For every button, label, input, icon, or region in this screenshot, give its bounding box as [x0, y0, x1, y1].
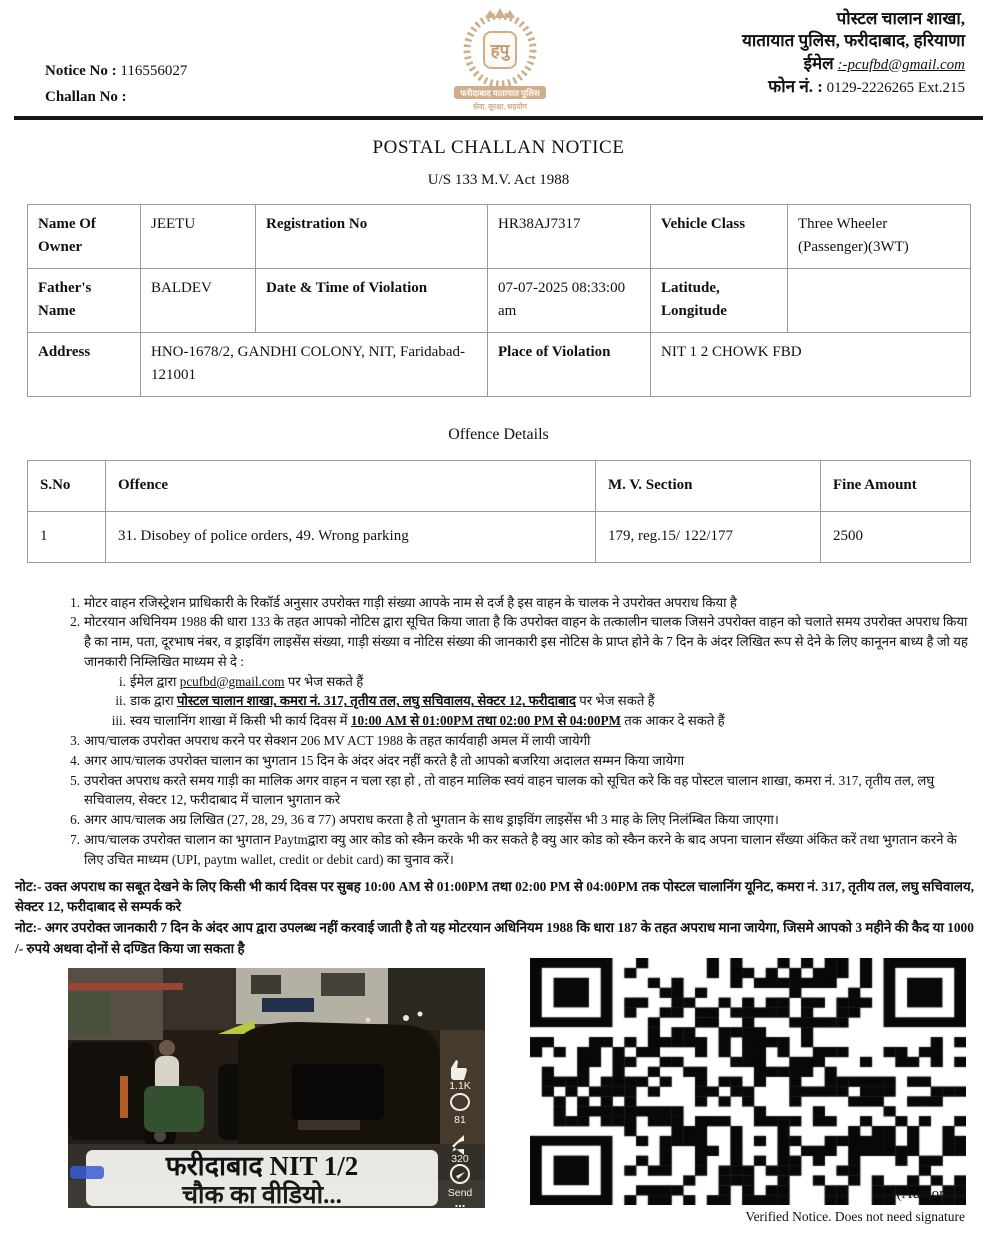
header-divider: [14, 116, 983, 120]
item-text: अगर आप/चालक अग्र लिखित (27, 28, 29, 36 व 77) अपराध करता है तो भुगतान के साथ ड्राइविंग लाइसेंस भी 3 माह के लिए निलंम्बित किया जाएगा।: [84, 812, 779, 828]
note-penalty: नोट:- अगर उपरोक्त जानकारी 7 दिन के अंदर आप द्वारा उपलब्ध नहीं करवाई जाती है तो यह मोटरयान अधिनियम 1988 कि धारा 187 के तहत अपराध माना जायेगा, जिसमे आपको 3 महीने की कैद या 1000 /- रुपये अथवा दोनों से दण्डित किया जा सकता है: [15, 920, 974, 956]
page-title: POSTAL CHALLAN NOTICE: [372, 137, 625, 158]
evidence-section: [68, 968, 997, 1208]
item-number: 2.: [70, 614, 80, 630]
like-count: 1.1K: [449, 1079, 471, 1092]
item-number: 1.: [70, 594, 80, 610]
svg-text:फरीदाबाद यातायात पुलिस: फरीदाबाद यातायात पुलिस: [460, 88, 540, 98]
col-offence: Offence: [106, 460, 596, 511]
email-value: :-pcufbd@gmail.com: [837, 56, 965, 73]
violation-place-label: Place of Violation: [488, 333, 651, 397]
notice-no-line: [45, 58, 187, 84]
vehicle-class-label: Vehicle Class: [651, 205, 788, 269]
owner-details-table: [27, 204, 971, 397]
violation-datetime-label: Date & Time of Violation: [256, 269, 488, 333]
list-item: [46, 810, 977, 830]
badge-overlay: [70, 1166, 104, 1179]
instructions-list: [46, 593, 977, 870]
father-name-label: Father's Name: [28, 269, 141, 333]
item-number: i.: [119, 673, 126, 689]
list-item: [46, 751, 977, 771]
list-item: [46, 612, 977, 671]
owner-name-label: Name Of Owner: [28, 205, 141, 269]
table-row: [28, 511, 971, 562]
police-emblem-logo: [441, 6, 559, 114]
list-item: [46, 830, 977, 870]
item-text: आप/चालक उपरोक्त अपराध करने पर सेक्शन 206 MV ACT 1988 के तहत कार्यवाही अमल में लायी जायेगी: [84, 733, 591, 749]
phone-line: [742, 76, 965, 99]
notice-no-value: 116556027: [120, 63, 188, 79]
challan-no-line: [45, 84, 187, 110]
svg-text:हपु: हपु: [490, 41, 510, 60]
violation-place-value: NIT 1 2 CHOWK FBD: [651, 333, 971, 397]
item-text: मोटरयान अधिनियम 1988 की धारा 133 के तहत आपको नोटिस द्वारा सूचित किया जाता है कि उपरोक्त वाहन के तत्कालीन चालक जिसने उपरोक्त वाहन को चलाते समय उपरोक्त अपराध किया है का नाम, पता, दूरभाष नंबर, व ड्राइविंग लाइसेंस संख्या, गाड़ी संख्या व नोटिस संख्या की जानकारी इस नोटिस के प्राप्त होने के 7 दिन के अंदर लिखित रूप से देने के लिए कानूनन बाध्य है जो यह जानकारी निम्लिखित माध्यम से दे :: [84, 614, 968, 669]
col-sno: S.No: [28, 460, 106, 511]
violation-datetime-value: 07-07-2025 08:33:00 am: [488, 269, 651, 333]
offence-cell: 31. Disobey of police orders, 49. Wrong parking: [106, 511, 596, 562]
item-text: स्वय चालानिंग शाखा में किसी भी कार्य दिवस में 10:00 AM से 01:00PM तथा 02:00 PM से 04:00PM तक आकर दे सकते हैं: [130, 713, 725, 729]
list-item: [46, 691, 977, 711]
violation-photo-image: [68, 968, 485, 1208]
vehicle-class-value: Three Wheeler (Passenger)(3WT): [788, 205, 971, 269]
list-item: [46, 593, 977, 613]
item-text: ईमेल द्वारा pcufbd@gmail.com पर भेज सकते हैं: [130, 673, 364, 689]
sno-cell: 1: [28, 511, 106, 562]
note-proof: नोट:- उक्त अपराध का सबूत देखने के लिए किसी भी कार्य दिवस पर सुबह 10:00 AM से 01:00PM तथा 02:00 PM से 04:00PM तक पोस्टल चालानिंग यूनिट, कमरा नं. 317, तृतीय तल, लघु सचिवालय, सेक्टर 12, फरीदाबाद से सम्पर्क करे: [15, 878, 975, 915]
registration-value: HR38AJ7317: [488, 205, 651, 269]
phone-label: फोन नं. :: [768, 76, 823, 96]
item-text: उपरोक्त अपराध करते समय गाड़ी का मालिक अगर वाहन न चला रहा हो , तो वाहन मालिक स्वयं वाहन चालक को सूचित करे कि वह पोस्टल चालान शाखा, कमरा नं. 317, तृतीय तल, लघु सचिवालय, सेक्टर 12, फरीदाबाद में चालान भुगतान करे: [84, 772, 935, 808]
list-item: [46, 771, 977, 811]
photo-caption-line2: चौक का वीडियो...: [182, 1181, 342, 1208]
list-item: [46, 672, 977, 692]
photo-caption-line1: फरीदाबाद NIT 1/2: [165, 1150, 359, 1181]
fine-amount-cell: 2500: [821, 511, 971, 562]
svg-text:सेवा, सुरक्षा, सहयोग: सेवा, सुरक्षा, सहयोग: [473, 102, 527, 111]
department-line: यातायात पुलिस, फरीदाबाद, हरियाणा: [741, 31, 965, 51]
item-number: 4.: [70, 752, 80, 768]
mv-section-cell: 179, reg.15/ 122/177: [596, 511, 821, 562]
item-number: 5.: [70, 772, 80, 788]
item-text: अगर आप/चालक उपरोक्त चालान का भुगतान 15 दिन के अंदर अंदर नहीं करते है तो आपको बजरिया अदालत सम्मन किया जायेगा: [84, 752, 685, 768]
violation-photo: [68, 968, 485, 1208]
latlong-value: [788, 269, 971, 333]
notice-numbers: [45, 58, 187, 111]
verified-note: Verified Notice. Does not need signature: [745, 1209, 965, 1224]
challan-no-label: Challan No :: [45, 89, 127, 106]
list-item: [46, 731, 977, 751]
owner-name-value: JEETU: [141, 205, 256, 269]
email-label: ईमेल: [803, 53, 834, 73]
address-value: HNO-1678/2, GANDHI COLONY, NIT, Faridabad-121001: [141, 333, 488, 397]
table-row: [28, 333, 971, 397]
list-item: [46, 711, 977, 731]
item-number: iii.: [111, 713, 126, 729]
department-line: पोस्टल चालान शाखा,: [836, 9, 965, 28]
item-text: मोटर वाहन रजिस्ट्रेशन प्राधिकारी के रिकॉर्ड अनुसार उपरोक्त गाड़ी संख्या आपके नाम से दर्ज है इस वाहन के चालक ने उपरोक्त अपराध किया है: [84, 594, 737, 610]
table-row: [28, 269, 971, 333]
department-lines: [742, 8, 965, 53]
table-row: [28, 205, 971, 269]
latlong-label: Latitude, Longitude: [651, 269, 788, 333]
col-fine-amount: Fine Amount: [821, 460, 971, 511]
department-contact: [742, 8, 965, 98]
item-number: 6.: [70, 812, 80, 828]
item-text: आप/चालक उपरोक्त चालान का भुगतान Paytmद्वारा क्यु आर कोड को स्कैन करके भी कर सकते है क्यु आर कोड को स्कैन करने के बाद अपना चालान सँख्या अंकित करें तथा भुगतान करने के लिए उचित माध्यम (UPI, paytm wallet, credit or debit card) का चुनाव करें।: [84, 832, 957, 867]
authority-label: (Authority): [896, 1186, 965, 1202]
send-label: Send: [447, 1186, 473, 1199]
col-mv-section: M. V. Section: [596, 460, 821, 511]
registration-label: Registration No: [256, 205, 488, 269]
page-subtitle: U/S 133 M.V. Act 1988: [427, 172, 570, 188]
phone-value: 0129-2226265 Ext.215: [826, 79, 965, 96]
share-count: 320: [451, 1152, 469, 1165]
item-number: 7.: [70, 832, 80, 848]
item-number: ii.: [115, 693, 126, 709]
offence-header-row: [28, 460, 971, 511]
email-line: [742, 53, 965, 76]
offence-details-heading: Offence Details: [448, 425, 549, 443]
notice-header: [0, 0, 997, 116]
police-emblem-icon: [441, 6, 559, 114]
qr-code: [530, 958, 966, 1205]
offence-table: [27, 460, 971, 563]
item-number: 3.: [70, 733, 80, 749]
father-name-value: BALDEV: [141, 269, 256, 333]
offence-rows: [28, 511, 971, 562]
signature-block: [745, 1182, 965, 1228]
notes-block: [15, 877, 979, 960]
item-text: डाक द्वारा पोस्टल चालान शाखा, कमरा नं. 317, तृतीय तल, लघु सचिवालय, सेक्टर 12, फरीदाबाद पर भेज सकते हैं: [130, 693, 655, 709]
more-icon: ...: [454, 1194, 466, 1208]
notice-no-label: Notice No :: [45, 63, 117, 79]
comment-count: 81: [454, 1113, 466, 1126]
address-label: Address: [28, 333, 141, 397]
